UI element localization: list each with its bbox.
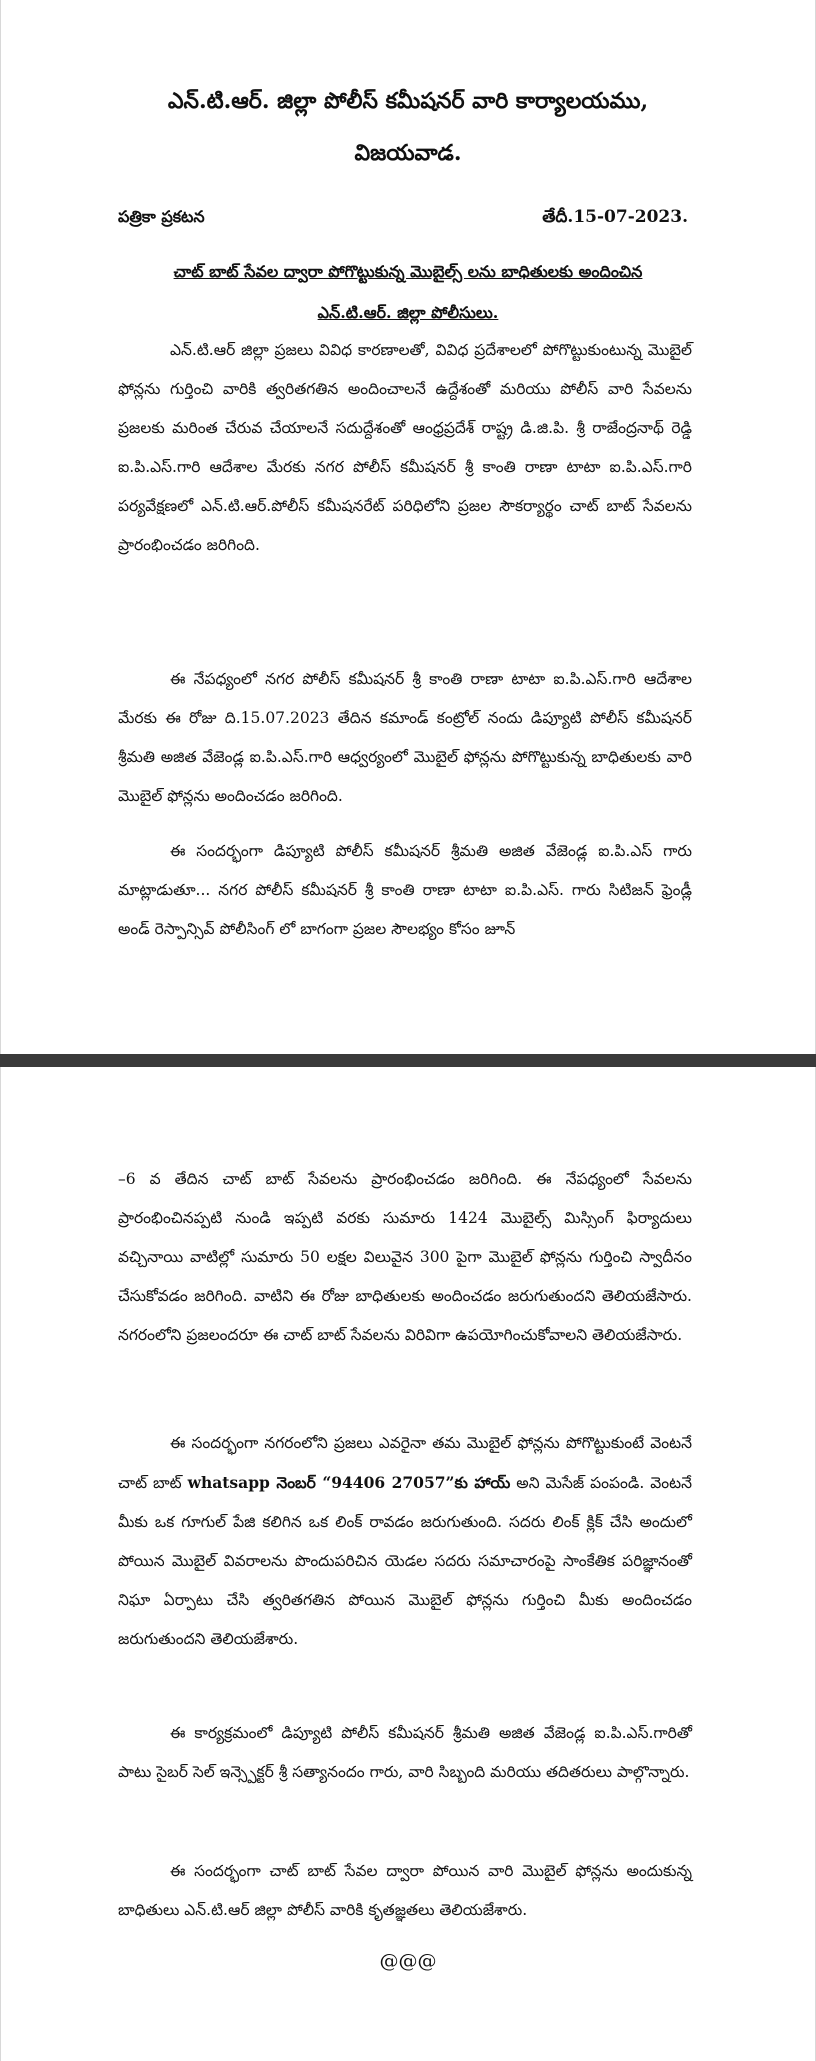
- paragraph-6: ఈ కార్యక్రమంలో డిప్యూటి పోలీస్ కమీషనర్ శ్రీమతి అజిత వేజెండ్ల ఐ.పి.ఎస్.గారితో పాటు సైబర్ సెల్ ఇన్స్పెక్టర్ శ్రీ సత్యానందం గారు, వారి సిబ్బంది మరియు తదితరులు పాల్గొన్నారు.: [118, 1724, 692, 1781]
- city-name: విజయవాడ.: [354, 140, 462, 166]
- press-release-label: పత్రికా ప్రకటన: [118, 207, 205, 226]
- headline-line-1: చాట్ బాట్ సేవల ద్వారా పోగొట్టుకున్న మొబైల్స్ లను బాధితులకు అందించిన: [173, 262, 643, 281]
- page-separator: [0, 1054, 816, 1067]
- paragraph-3: ఈ సందర్భంగా డిప్యూటి పోలీస్ కమీషనర్ శ్రీమతి అజిత వేజెండ్ల ఐ.పి.ఎస్ గారు మాట్లాడుతూ... నగర పోలీస్ కమీషనర్ శ్రీ కాంతి రాణా టాటా ఐ.పి.ఎస్. గారు సిటిజన్ ఫ్రెండ్లీ అండ్ రెస్పాన్సివ్ పోలీసింగ్ లో బాగంగా ప్రజల సౌలభ్యం కోసం జూన్: [118, 842, 692, 938]
- paragraph-5-text-b: అని మెసేజ్ పంపండి. వెంటనే మీకు ఒక గూగుల్ పేజి కలిగిన ఒక లింక్ రావడం జరుగుతుంది. సదరు లింక్ క్లిక్ చేసి అందులో పోయిన మొబైల్ వివరాలను పొందుపరిచిన యెడల సదరు సమాచారంపై సాంకేతిక పరిజ్ఞానంతో నిఘా ఏర్పాటు చేసి త్వరితగతిన పోయిన మొబైల్ ఫోన్లను గుర్తించి మీకు అందించడం జరుగుతుందని తెలియజేశారు.: [118, 1474, 693, 1648]
- end-mark: @@@: [379, 1950, 437, 1972]
- headline-line-2: ఎన్.టి.ఆర్. జిల్లా పోలీసులు.: [317, 303, 499, 322]
- paragraph-5: [118, 1424, 692, 1659]
- release-date: తేదీ.15-07-2023.: [542, 207, 688, 227]
- whatsapp-number: whatsapp నెంబర్ “94406 27057”కు హాయ్: [187, 1473, 511, 1492]
- paragraph-2: ఈ నేపధ్యంలో నగర పోలీస్ కమీషనర్ శ్రీ కాంతి రాణా టాటా ఐ.పి.ఎస్.గారి ఆదేశాల మేరకు ఈ రోజు ది.15.07.2023 తేదిన కమాండ్ కంట్రోల్ నందు డిప్యూటి పోలీస్ కమీషనర్ శ్రీమతి అజిత వేజెండ్ల ఐ.పి.ఎస్.గారి ఆధ్వర్యంలో మొబైల్ ఫోన్లను పోగొట్టుకున్న బాధితులకు వారి మొబైల్ ఫోన్లను అందించడం జరిగింది.: [118, 670, 692, 805]
- paragraph-4: –6 వ తేదిన చాట్ బాట్ సేవలను ప్రారంభించడం జరిగింది. ఈ నేపధ్యంలో సేవలను ప్రారంభించినప్పటి నుండి ఇప్పటి వరకు సుమారు 1424 మొబైల్స్ మిస్సింగ్ ఫిర్యాదులు వచ్చినాయి వాటిల్లో సుమారు 50 లక్షల విలువైన 300 పైగా మొబైల్ ఫోన్లను గుర్తించి స్వాదీనం చేసుకోవడం జరిగింది. వాటిని ఈ రోజు బాధితులకు అందించడం జరుగుతుందని తెలియజేసారు. నగరంలోని ప్రజలందరూ ఈ చాట్ బాట్ సేవలను విరివిగా ఉపయోగించుకోవాలని తెలియజేసారు.: [118, 1170, 692, 1344]
- paragraph-5-text-a: ఈ సందర్భంగా నగరంలోని ప్రజలు ఎవరైనా తమ మొబైల్ ఫోన్లను పోగొట్టుకుంటే వెంటనే చాట్ బాట్: [118, 1434, 692, 1492]
- office-title: ఎన్.టి.ఆర్. జిల్లా పోలీస్ కమీషనర్ వారి కార్యాలయము,: [167, 88, 649, 114]
- paragraph-7: ఈ సందర్భంగా చాట్ బాట్ సేవల ద్వారా పోయిన వారి మొబైల్ ఫోన్లను అందుకున్న బాధితులు ఎన్.టి.ఆర్ జిల్లా పోలీస్ వారికి కృతజ్ఞతలు తెలియజేశారు.: [118, 1862, 692, 1919]
- paragraph-1: ఎన్.టి.ఆర్ జిల్లా ప్రజలు వివిధ కారణాలతో, వివిధ ప్రదేశాలలో పోగొట్టుకుంటున్న మొబైల్ ఫోన్లను గుర్తించి వారికి త్వరితగతిన అందించాలనే ఉద్దేశంతో మరియు పోలీస్ వారి సేవలను ప్రజలకు మరింత చేరువ చేయాలనే సదుద్దేశంతో ఆంధ్రప్రదేశ్ రాష్ట్ర డి.జి.పి. శ్రీ రాజేంద్రనాథ్ రెడ్డి ఐ.పి.ఎస్.గారి ఆదేశాల మేరకు నగర పోలీస్ కమీషనర్ శ్రీ కాంతి రాణా టాటా ఐ.పి.ఎస్.గారి పర్యవేక్షణలో ఎన్.టి.ఆర్.పోలీస్ కమీషనరేట్ పరిధిలోని ప్రజల సౌకర్యార్థం చాట్ బాట్ సేవలను ప్రారంభించడం జరిగింది.: [118, 341, 692, 554]
